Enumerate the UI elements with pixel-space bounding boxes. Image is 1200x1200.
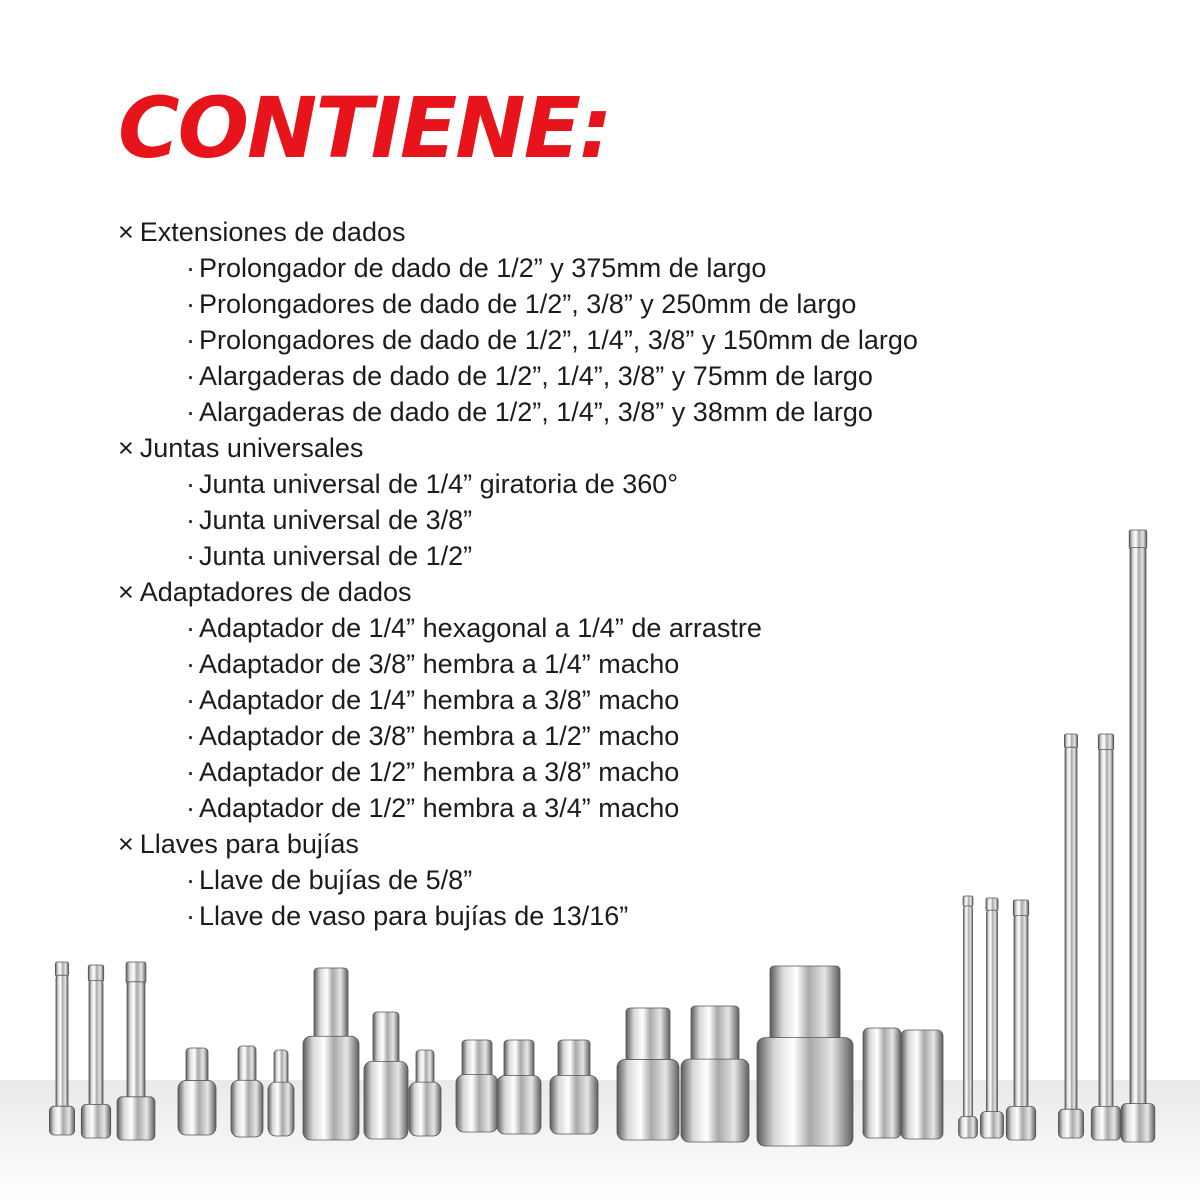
adapter-body [409,1082,441,1136]
item-marker: · [186,289,195,319]
list-item-text: Alargaderas de dado de 1/2”, 1/4”, 3/8” y 38mm de largo [199,397,873,427]
adapter-body [617,1059,679,1140]
item-marker: · [186,505,195,535]
category-marker: × [118,577,134,607]
adapter-stud [186,1048,208,1085]
extension-drive-tip [986,898,998,911]
adapter-body [178,1081,216,1135]
list-item-text: Llave de bujías de 5/8” [199,865,473,895]
extension-shaft [1065,747,1077,1113]
extension-drive-tip [1129,530,1147,549]
category-marker: × [118,433,134,463]
adapter-body [303,1036,359,1140]
item-marker: · [186,865,195,895]
category-label: Llaves para bujías [139,829,359,859]
adapter-body [550,1075,598,1134]
list-item-text: Alargaderas de dado de 1/2”, 1/4”, 3/8” y 75mm de largo [199,361,873,391]
extension-socket-end [81,1104,110,1138]
extension-shaft [56,975,68,1110]
extension-socket-end [1091,1106,1120,1140]
item-marker: · [186,325,195,355]
adapter-body [268,1082,294,1136]
extension-drive-tip [126,962,146,984]
item-marker: · [186,541,195,571]
list-item-text: Junta universal de 1/2” [199,541,473,571]
extension-drive-tip [963,896,973,907]
adapter-stud [558,1040,590,1079]
list-item-text: Adaptador de 3/8” hembra a 1/2” macho [199,721,680,751]
list-item-text: Adaptador de 1/2” hembra a 3/4” macho [199,793,680,823]
list-item-text: Prolongadores de dado de 1/2”, 3/8” y 250mm de largo [199,289,857,319]
category-marker: × [118,829,134,859]
adapter-stud [238,1046,256,1084]
extension-drive-tip [55,962,68,976]
item-marker: · [186,757,195,787]
adapter-stud [626,1008,670,1063]
adapter-body [231,1080,263,1137]
extension-socket-end [49,1106,74,1135]
adapter-stud [462,1040,492,1079]
adapter-body [456,1075,498,1132]
item-marker: · [186,253,195,283]
category-label: Adaptadores de dados [139,577,412,607]
adapter-stud [373,1012,399,1065]
extension-socket-end [1058,1109,1083,1138]
extension-shaft [1014,915,1028,1110]
extension-shaft [127,982,145,1102]
adapter-stud [314,968,348,1040]
item-marker: · [186,793,195,823]
extension-drive-tip [1064,734,1077,748]
list-item-text: Prolongadores de dado de 1/2”, 1/4”, 3/8” y 150mm de largo [199,325,918,355]
item-marker: · [186,469,195,499]
adapter-body [497,1075,541,1134]
spark-plug-socket [901,1030,943,1139]
extension-socket-end [1121,1104,1155,1142]
adapter-body [364,1061,408,1139]
category-marker: × [118,217,134,247]
list-item-text: Adaptador de 1/2” hembra a 3/8” macho [199,757,680,787]
adapter-body [681,1059,749,1142]
adapter-body [757,1038,853,1146]
adapter-stud [504,1040,534,1079]
extension-socket-end [959,1116,978,1138]
item-marker: · [186,613,195,643]
item-marker: · [186,361,195,391]
list-item-text: Adaptador de 3/8” hembra a 1/4” macho [199,649,680,679]
adapter-stud [416,1050,434,1086]
adapter-stud [770,966,840,1042]
page-title: CONTIENE: [118,79,611,177]
adapter-stud [691,1006,739,1063]
item-marker: · [186,685,195,715]
item-marker: · [186,901,195,931]
list-item-text: Adaptador de 1/4” hexagonal a 1/4” de arrastre [199,613,762,643]
item-marker: · [186,649,195,679]
extension-drive-tip [1098,734,1113,751]
item-marker: · [186,721,195,751]
extension-socket-end [980,1112,1003,1138]
extension-drive-tip [1013,900,1028,917]
item-marker: · [186,397,195,427]
category-label: Juntas universales [139,433,364,463]
list-item-text: Prolongador de dado de 1/2” y 375mm de largo [199,253,767,283]
spark-plug-socket [863,1028,901,1138]
adapter-stud [274,1050,288,1086]
extension-shaft [964,906,973,1119]
extension-socket-end [117,1097,155,1140]
extension-shaft [89,980,103,1108]
list-item-text: Junta universal de 1/4” giratoria de 360° [199,469,679,499]
list-item-text: Adaptador de 1/4” hembra a 3/8” macho [199,685,680,715]
extension-socket-end [1006,1106,1035,1140]
extension-shaft [1099,749,1113,1110]
list-item-text: Llave de vaso para bujías de 13/16” [199,901,629,931]
category-label: Extensiones de dados [139,217,406,247]
list-item-text: Junta universal de 3/8” [199,505,473,535]
extension-shaft [987,910,998,1115]
extension-shaft [1130,548,1146,1109]
extension-drive-tip [88,965,103,982]
